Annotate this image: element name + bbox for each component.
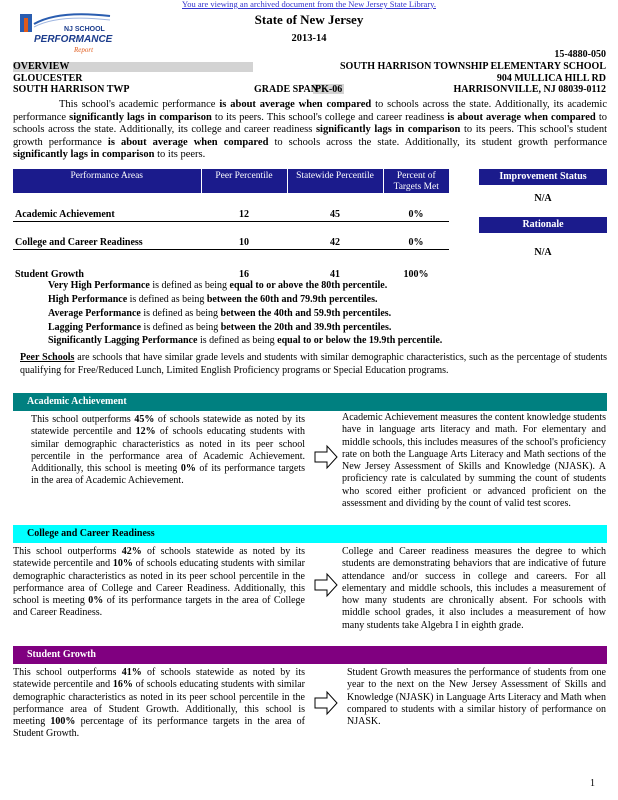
col-statewide-percentile: Statewide Percentile xyxy=(287,169,383,193)
improvement-status-value: N/A xyxy=(534,193,552,204)
definition-line: High Performance is defined as being between the 60th and 79.9th percentiles. xyxy=(48,294,378,305)
peer-schools-paragraph: Peer Schools are schools that have similar grade levels and students with similar demographic characteristics, such as the percentage of students qualifying for Free/Reduced Lunch, Limited English Proficiency programs or Special Education programs. xyxy=(20,352,607,376)
logo-line2: PERFORMANCE xyxy=(34,34,113,45)
col-performance-areas: Performance Areas xyxy=(13,169,201,193)
peer-schools-term: Peer Schools xyxy=(20,352,75,363)
school-name: SOUTH HARRISON TOWNSHIP ELEMENTARY SCHOOL xyxy=(339,61,606,72)
district-name: SOUTH HARRISON TWP xyxy=(13,84,130,95)
table-row xyxy=(13,221,449,249)
targets-cell: 100% xyxy=(403,269,429,280)
growth-left-text: This school outperforms 41% of schools statewide as noted by its statewide percentile and 16% of schools educating students with similar demographic characteristics as noted in its peer school percentile in the performance area of Student Growth. Additionally, this school is meeting 100% percentage of its performance targets in the area of Student Growth. xyxy=(13,667,306,740)
logo-line3: Report xyxy=(74,46,94,54)
school-year: 2013-14 xyxy=(291,33,327,44)
improvement-status-box xyxy=(479,169,607,204)
academic-section-header: Academic Achievement xyxy=(13,393,607,411)
right-arrow-icon xyxy=(314,572,338,598)
academic-right-text: Academic Achievement measures the content knowledge students have in language arts literacy and math. For elementary and middle schools, this includes measures of the school's proficiency rate on both the Language Arts Literacy and Math sections of the New Jersey Assessment of Skills and Knowledge (NJASK). A proficiency rate is calculated by summing the count of students who scored either proficient or advanced proficient on the assessment and dividing by the count of valid test scores. xyxy=(342,412,606,510)
col-targets-met: Percent of Targets Met xyxy=(383,169,449,193)
peer-cell: 12 xyxy=(201,193,287,221)
definition-line: Very High Performance is defined as being equal to or above the 80th percentile. xyxy=(48,280,388,291)
school-code: 15-4880-050 xyxy=(554,49,606,60)
targets-cell: 0% xyxy=(383,193,449,221)
page-number: 1 xyxy=(590,778,595,789)
rationale-header: Rationale xyxy=(479,217,607,233)
grade-span-label: GRADE SPAN xyxy=(254,84,318,95)
col-peer-percentile: Peer Percentile xyxy=(201,169,287,193)
state-cell: 45 xyxy=(287,193,383,221)
rationale-value: N/A xyxy=(534,247,552,258)
overview-label: OVERVIEW xyxy=(13,61,70,72)
state-cell: 42 xyxy=(287,221,383,249)
definition-line: Lagging Performance is defined as being between the 20th and 39.9th percentiles. xyxy=(48,322,392,333)
performance-table xyxy=(13,169,449,281)
grade-span-value: PK-06 xyxy=(315,84,343,95)
definition-line: Significantly Lagging Performance is defined as being equal to or below the 19.9th percentile. xyxy=(48,335,443,346)
rationale-box xyxy=(479,217,607,258)
definition-line: Average Performance is defined as being between the 40th and 59.9th percentiles. xyxy=(48,308,392,319)
table-row xyxy=(13,249,449,281)
peer-cell: 10 xyxy=(201,221,287,249)
college-right-text: College and Career readiness measures the degree to which students are demonstrating behaviors that are indicative of future attendance and/or success in college and careers. For all elementary and middle schools, this includes a measurement of how many students are chronically absent. For schools with middle school grades, it also includes a measurement of how many students take Algebra I in eighth grade. xyxy=(342,546,606,631)
right-arrow-icon xyxy=(314,444,338,470)
area-cell: Academic Achievement xyxy=(13,193,201,221)
improvement-status-header: Improvement Status xyxy=(479,169,607,185)
table-header-row xyxy=(13,169,449,193)
archive-banner-link[interactable]: You are viewing an archived document from the New Jersey State Library. xyxy=(182,0,436,9)
logo-line1: NJ SCHOOL xyxy=(64,26,105,33)
area-cell: College and Career Readiness xyxy=(13,221,201,249)
growth-section-header: Student Growth xyxy=(13,646,607,664)
college-section-header: College and Career Readiness xyxy=(13,525,607,543)
page-title: State of New Jersey xyxy=(254,12,364,27)
academic-left-text: This school outperforms 45% of schools statewide as noted by its statewide percentile and 12% of schools educating students with similar demographic characteristics as noted in its peer school percentile in the performance area of Academic Achievement. Additionally, this school is meeting 0% of its performance targets in the area of Academic Achievement. xyxy=(31,414,305,487)
area-cell: Student Growth xyxy=(15,269,84,280)
summary-paragraph: This school's academic performance is about average when compared to schools across the state. Additionally, its academic performance significantly lags in comparison to its peers. This school's college and career readiness is about average when compared to schools across the state. Additionally, its college and career readiness significantly lags in comparison to its peers. This school's student growth performance is about average when compared to schools across the state. Additionally, its student growth performance significantly lags in comparison to its peers. xyxy=(13,99,607,160)
targets-cell: 0% xyxy=(383,221,449,249)
school-city: HARRISONVILLE, NJ 08039-0112 xyxy=(453,84,606,95)
table-row xyxy=(13,193,449,221)
school-address: 904 MULLICA HILL RD xyxy=(496,73,606,84)
college-left-text: This school outperforms 42% of schools statewide as noted by its statewide percentile and 10% of schools educating students with similar demographic characteristics as noted in its peer school percentile in the performance area of College and Career Readiness. Additionally, this school is meeting 0% of its performance targets in the area of College and Career Readiness. xyxy=(13,546,306,619)
growth-right-text: Student Growth measures the performance of students from one year to the next on the New Jersey Assessment of Skills and Knowledge (NJASK) in Language Arts Literacy and Math when compared to students with a similar history of performance on NJASK. xyxy=(347,667,606,728)
peer-cell: 16 xyxy=(239,269,249,280)
state-cell: 41 xyxy=(330,269,340,280)
right-arrow-icon xyxy=(314,690,338,716)
county-name: GLOUCESTER xyxy=(13,73,83,84)
